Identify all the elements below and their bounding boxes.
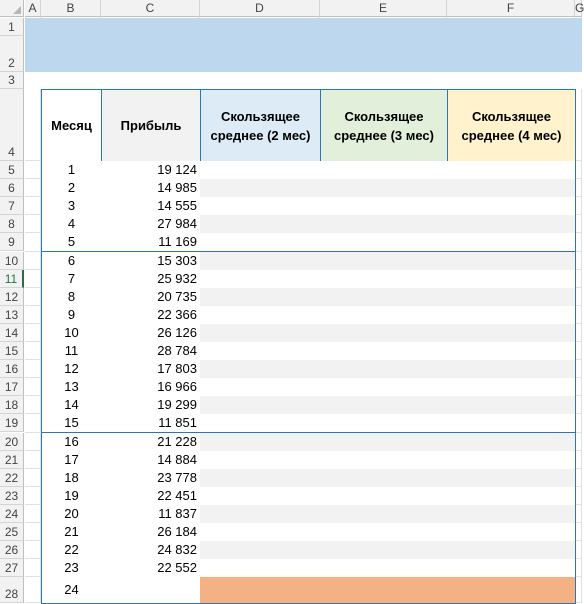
ma4-cell[interactable] <box>447 487 576 506</box>
row-number: 7 <box>8 199 15 214</box>
profit-cell[interactable]: 14 985 <box>101 179 201 198</box>
ma3-cell[interactable] <box>320 215 448 234</box>
header-ma4[interactable]: Скользящее среднее (4 мес) <box>447 89 576 162</box>
ma4-cell[interactable] <box>447 360 576 379</box>
row-header-25[interactable] <box>0 523 24 541</box>
ma4-cell[interactable] <box>447 505 576 524</box>
row-number: 22 <box>4 470 19 485</box>
ma2-cell[interactable] <box>200 505 321 524</box>
ma4-cell[interactable] <box>447 433 576 452</box>
row-header-15[interactable] <box>0 342 24 360</box>
row-header-8[interactable] <box>0 215 24 233</box>
ma2-cell[interactable] <box>200 541 321 560</box>
profit-cell[interactable]: 19 299 <box>101 396 201 415</box>
profit-cell[interactable]: 22 451 <box>101 487 201 506</box>
ma2-cell[interactable] <box>200 360 321 379</box>
ma2-cell[interactable] <box>200 451 321 470</box>
month-cell[interactable]: 17 <box>41 451 102 470</box>
month-cell[interactable]: 8 <box>41 288 102 307</box>
row-header-9[interactable] <box>0 233 24 251</box>
profit-cell[interactable]: 15 303 <box>101 252 201 271</box>
month-cell[interactable]: 18 <box>41 469 102 488</box>
ma3-cell[interactable] <box>320 306 448 325</box>
column-header-f[interactable]: F <box>447 0 575 17</box>
ma3-cell[interactable] <box>320 505 448 524</box>
profit-cell[interactable]: 19 124 <box>101 161 201 180</box>
row-number: 17 <box>4 380 19 395</box>
profit-cell[interactable]: 28 784 <box>101 342 201 361</box>
gridline-col <box>581 17 582 603</box>
ma4-cell[interactable] <box>447 342 576 361</box>
ma2-cell[interactable] <box>200 523 321 542</box>
row-header-19[interactable] <box>0 414 24 432</box>
ma3-cell[interactable] <box>320 360 448 379</box>
ma4-cell[interactable] <box>447 523 576 542</box>
ma3-cell[interactable] <box>320 523 448 542</box>
ma2-cell[interactable] <box>200 342 321 361</box>
row-number: 23 <box>4 488 19 503</box>
month-cell[interactable]: 9 <box>41 306 102 325</box>
row-number: 1 <box>8 20 15 34</box>
profit-cell[interactable]: 25 932 <box>101 270 201 289</box>
row-header-28[interactable] <box>0 577 24 603</box>
ma3-cell[interactable] <box>320 541 448 560</box>
row-header-6[interactable] <box>0 179 24 197</box>
row-number: 11 <box>4 271 18 286</box>
ma3-cell[interactable] <box>320 378 448 397</box>
row-header-17[interactable] <box>0 378 24 396</box>
row-header-1[interactable] <box>0 18 24 36</box>
month-cell[interactable]: 20 <box>41 505 102 524</box>
row-header-16[interactable] <box>0 360 24 378</box>
month-cell[interactable]: 11 <box>41 342 102 361</box>
month-cell[interactable]: 5 <box>41 233 102 252</box>
ma4-cell[interactable] <box>447 252 576 271</box>
row-header-3[interactable] <box>0 72 24 89</box>
profit-cell[interactable]: 11 837 <box>101 505 201 524</box>
row-header-21[interactable] <box>0 451 24 469</box>
row-header-10[interactable] <box>0 252 24 270</box>
month-cell[interactable]: 15 <box>41 414 102 433</box>
row-number: 6 <box>8 181 15 196</box>
profit-cell[interactable]: 26 184 <box>101 523 201 542</box>
month-cell[interactable]: 1 <box>41 161 102 180</box>
profit-cell[interactable]: 14 555 <box>101 197 201 216</box>
ma2-cell[interactable] <box>200 324 321 343</box>
ma4-cell[interactable] <box>447 215 576 234</box>
month-cell[interactable]: 6 <box>41 252 102 271</box>
row-header-26[interactable] <box>0 541 24 559</box>
row-header-13[interactable] <box>0 306 24 324</box>
ma3-cell[interactable] <box>320 179 448 198</box>
ma2-cell[interactable] <box>200 252 321 271</box>
row-number: 20 <box>4 434 19 449</box>
row-header-22[interactable] <box>0 469 24 487</box>
ma4-cell[interactable] <box>447 378 576 397</box>
profit-cell[interactable]: 20 735 <box>101 288 201 307</box>
row-header-7[interactable] <box>0 197 24 215</box>
ma3-cell[interactable] <box>320 396 448 415</box>
row-header-11[interactable] <box>0 270 24 288</box>
row-number: 2 <box>8 56 15 70</box>
column-header-c[interactable]: C <box>101 0 200 17</box>
row-header-2[interactable] <box>0 36 24 72</box>
ma4-cell[interactable] <box>447 541 576 560</box>
ma4-cell[interactable] <box>447 469 576 488</box>
ma4-cell[interactable] <box>447 396 576 415</box>
profit-cell[interactable]: 21 228 <box>101 433 201 452</box>
ma3-cell[interactable] <box>320 469 448 488</box>
column-header-a[interactable]: A <box>25 0 41 17</box>
ma3-cell[interactable] <box>320 270 448 289</box>
column-header-b[interactable]: B <box>41 0 101 17</box>
profit-cell[interactable]: 16 966 <box>101 378 201 397</box>
month-cell[interactable]: 12 <box>41 360 102 379</box>
month-cell[interactable]: 14 <box>41 396 102 415</box>
ma4-cell[interactable] <box>447 451 576 470</box>
ma3-cell[interactable] <box>320 324 448 343</box>
row-number: 24 <box>4 506 19 521</box>
profit-cell[interactable]: 11 169 <box>101 233 201 252</box>
row-header-20[interactable] <box>0 433 24 451</box>
row-header-18[interactable] <box>0 396 24 414</box>
row-number: 19 <box>4 416 19 431</box>
row-number: 4 <box>8 145 15 159</box>
row-number: 21 <box>4 452 19 467</box>
ma3-cell[interactable] <box>320 487 448 506</box>
row-number: 5 <box>8 163 15 178</box>
month-cell[interactable]: 19 <box>41 487 102 506</box>
header-ma3[interactable]: Скользящее среднее (3 мес) <box>320 89 448 162</box>
row-header-12[interactable] <box>0 288 24 306</box>
ma3-cell[interactable] <box>320 252 448 271</box>
ma3-cell[interactable] <box>320 414 448 433</box>
ma3-cell[interactable] <box>320 559 448 578</box>
row-number: 27 <box>4 561 19 576</box>
row-number: 14 <box>4 325 19 340</box>
ma4-cell[interactable] <box>447 179 576 198</box>
ma3-cell[interactable] <box>320 288 448 307</box>
ma2-cell[interactable] <box>200 396 321 415</box>
row-header-14[interactable] <box>0 324 24 342</box>
ma2-cell[interactable] <box>200 378 321 397</box>
ma2-cell[interactable] <box>200 179 321 198</box>
ma4-cell[interactable] <box>447 306 576 325</box>
profit-cell[interactable]: 17 803 <box>101 360 201 379</box>
row-number: 26 <box>4 543 19 558</box>
row-header-24[interactable] <box>0 505 24 523</box>
profit-cell[interactable]: 26 126 <box>101 324 201 343</box>
profit-cell[interactable]: 22 552 <box>101 559 201 578</box>
month-cell[interactable]: 13 <box>41 378 102 397</box>
ma2-cell[interactable] <box>200 215 321 234</box>
month-cell[interactable]: 16 <box>41 433 102 452</box>
select-all-triangle-icon <box>13 6 21 14</box>
ma3-cell[interactable] <box>320 161 448 180</box>
row-number: 13 <box>4 307 19 322</box>
row-number: 15 <box>4 344 19 359</box>
column-header-d[interactable]: D <box>200 0 320 17</box>
ma2-cell[interactable] <box>200 469 321 488</box>
header-ma2[interactable]: Скользящее среднее (2 мес) <box>200 89 321 162</box>
row-number: 25 <box>4 525 19 540</box>
ma4-cell[interactable] <box>447 288 576 307</box>
ma2-cell[interactable] <box>200 487 321 506</box>
row-header-23[interactable] <box>0 487 24 505</box>
month-cell[interactable]: 4 <box>41 215 102 234</box>
title-banner[interactable] <box>25 18 582 72</box>
profit-cell[interactable]: 11 851 <box>101 414 201 433</box>
ma3-cell[interactable] <box>320 451 448 470</box>
month-cell[interactable]: 24 <box>41 577 102 604</box>
row-header-27[interactable] <box>0 559 24 577</box>
ma4-cell[interactable] <box>447 270 576 289</box>
profit-cell[interactable]: 23 778 <box>101 469 201 488</box>
ma4-cell[interactable] <box>447 324 576 343</box>
column-header-g[interactable]: G <box>575 1 584 15</box>
ma2-cell[interactable] <box>200 577 321 604</box>
month-cell[interactable]: 22 <box>41 541 102 560</box>
row-number: 9 <box>8 235 15 250</box>
profit-cell[interactable]: 14 884 <box>101 451 201 470</box>
ma2-cell[interactable] <box>200 306 321 325</box>
row-number: 10 <box>4 253 19 268</box>
ma2-cell[interactable] <box>200 197 321 216</box>
ma2-cell[interactable] <box>200 433 321 452</box>
ma2-cell[interactable] <box>200 233 321 252</box>
profit-cell[interactable] <box>101 577 201 604</box>
month-cell[interactable]: 2 <box>41 179 102 198</box>
month-cell[interactable]: 7 <box>41 270 102 289</box>
ma3-cell[interactable] <box>320 577 448 604</box>
month-cell[interactable]: 23 <box>41 559 102 578</box>
ma3-cell[interactable] <box>320 197 448 216</box>
row-number: 12 <box>4 289 19 304</box>
row-header-4[interactable] <box>0 89 24 161</box>
row-number: 28 <box>4 586 19 601</box>
profit-cell[interactable]: 22 366 <box>101 306 201 325</box>
row-header-5[interactable] <box>0 161 24 179</box>
header-month[interactable]: Месяц <box>41 89 102 162</box>
ma2-cell[interactable] <box>200 288 321 307</box>
ma2-cell[interactable] <box>200 161 321 180</box>
profit-cell[interactable]: 24 832 <box>101 541 201 560</box>
ma4-cell[interactable] <box>447 161 576 180</box>
ma2-cell[interactable] <box>200 270 321 289</box>
ma4-cell[interactable] <box>447 414 576 433</box>
ma3-cell[interactable] <box>320 433 448 452</box>
month-cell[interactable]: 3 <box>41 197 102 216</box>
month-cell[interactable]: 21 <box>41 523 102 542</box>
month-cell[interactable]: 10 <box>41 324 102 343</box>
select-all-corner[interactable] <box>0 0 24 17</box>
ma4-cell[interactable] <box>447 577 576 604</box>
ma4-cell[interactable] <box>447 559 576 578</box>
column-header-e[interactable]: E <box>320 0 447 17</box>
ma3-cell[interactable] <box>320 342 448 361</box>
header-profit[interactable]: Прибыль <box>101 89 201 162</box>
ma2-cell[interactable] <box>200 414 321 433</box>
ma3-cell[interactable] <box>320 233 448 252</box>
spacer-row <box>25 72 582 89</box>
profit-cell[interactable]: 27 984 <box>101 215 201 234</box>
ma4-cell[interactable] <box>447 233 576 252</box>
row-number: 3 <box>8 73 15 87</box>
ma2-cell[interactable] <box>200 559 321 578</box>
row-number: 16 <box>4 362 19 377</box>
ma4-cell[interactable] <box>447 197 576 216</box>
row-number: 18 <box>4 398 19 413</box>
row-number: 8 <box>8 217 15 232</box>
